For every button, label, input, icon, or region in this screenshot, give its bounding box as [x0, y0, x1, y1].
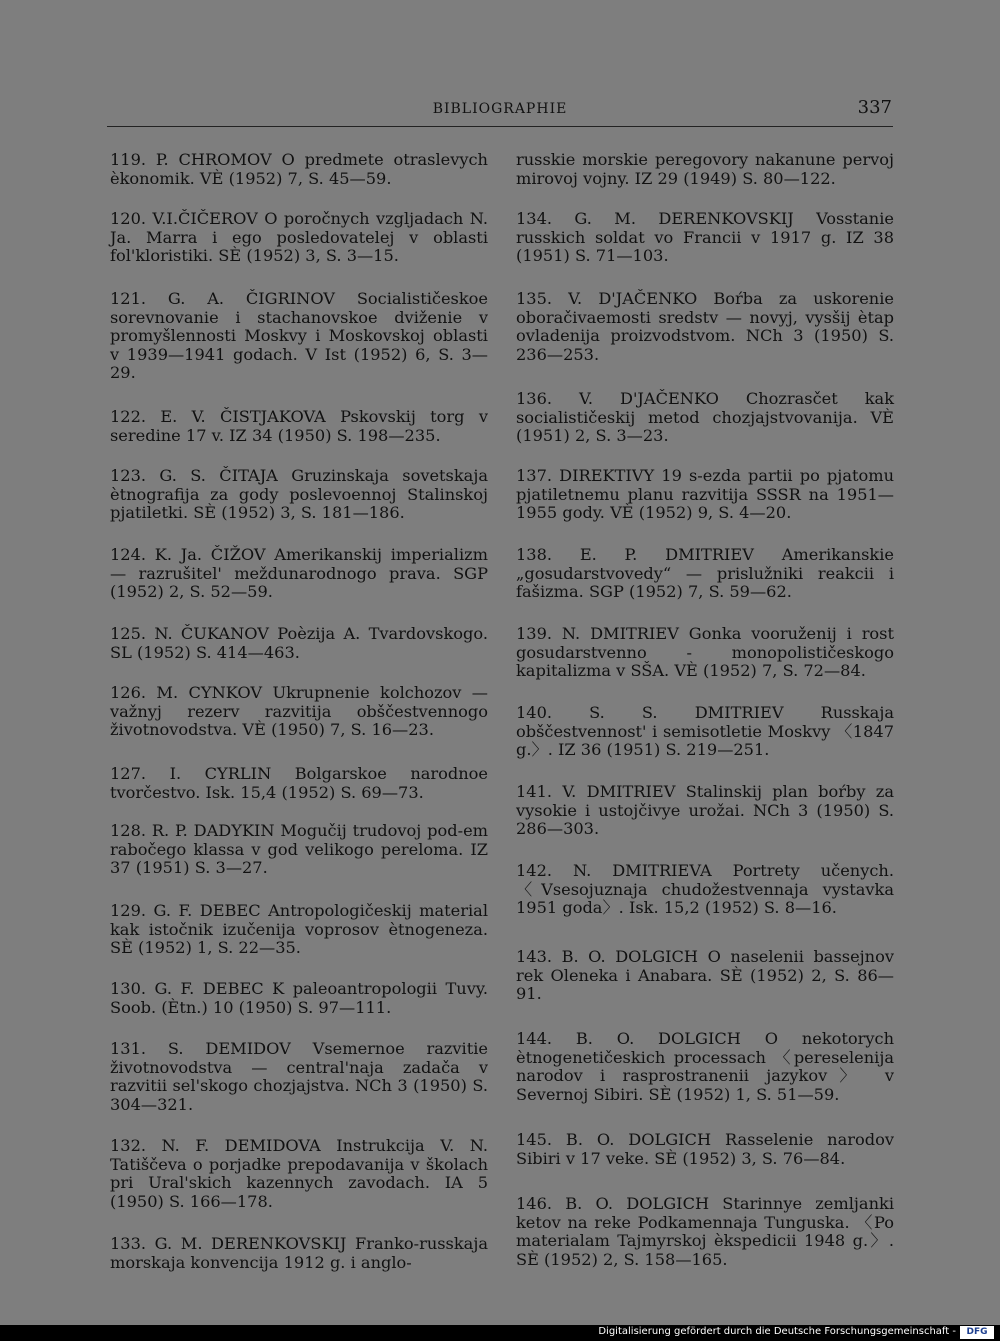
- header-rule: [107, 126, 893, 127]
- bibliography-entry: 145. B. O. DOLGICH Rasselenie narodov Sibiri v 17 veke. SÈ (1952) 3, S. 76—84.: [516, 1130, 894, 1168]
- bibliography-entry: 123. G. S. ČITAJA Gruzinskaja sovetskaja ètnografija za gody poslevoennoj Stalinskoj pjatiletki. SÈ (1952) 3, S. 181—186.: [110, 466, 488, 523]
- bibliography-entry: 146. B. O. DOLGICH Starinnye zemljanki ketov na reke Podkamennaja Tunguska. 〈Po materialam Tajmyrskoj èkspedicii 1948 g.〉. SÈ (1952) 2, S. 158—165.: [516, 1194, 894, 1269]
- footer-funding-text: Digitalisierung gefördert durch die Deutsche Forschungsgemeinschaft -: [598, 1326, 956, 1337]
- bibliography-entry: 140. S. S. DMITRIEV Russkaja obščestvennost' i semisotletie Moskvy 〈1847 g.〉. IZ 36 (1951) S. 219—251.: [516, 703, 894, 760]
- bibliography-entry: 126. M. CYNKOV Ukrupnenie kolchozov — važnyj rezerv razvitija obščestvennogo životnovodstva. VÈ (1950) 7, S. 16—23.: [110, 683, 488, 740]
- bibliography-entry: 121. G. A. ČIGRINOV Socialističeskoe sorevnovanie i stachanovskoe dviženie v promyšlennosti Moskvy i Moskovskoj oblasti v 1939—1941 godach. V Ist (1952) 6, S. 3—29.: [110, 289, 488, 383]
- bibliography-entry: 127. I. CYRLIN Bolgarskoe narodnoe tvorčestvo. Isk. 15,4 (1952) S. 69—73.: [110, 764, 488, 802]
- digitization-footer: [0, 1325, 1000, 1341]
- bibliography-entry: 133. G. M. DERENKOVSKIJ Franko-russkaja morskaja konvencija 1912 g. i anglo-: [110, 1234, 488, 1272]
- bibliography-entry: 134. G. M. DERENKOVSKIJ Vosstanie russkich soldat vo Francii v 1917 g. IZ 38 (1951) S. 71—103.: [516, 209, 894, 266]
- dfg-logo: DFG: [960, 1326, 994, 1339]
- bibliography-entry: 120. V.I.ČIČEROV O poročnych vzgljadach N. Ja. Marra i ego posledovatelej v oblasti fol'kloristiki. SÈ (1952) 3, S. 3—15.: [110, 209, 488, 266]
- bibliography-entry: 138. E. P. DMITRIEV Amerikanskie „gosudarstvovedy“ — prislužniki reakcii i fašizma. SGP (1952) 7, S. 59—62.: [516, 545, 894, 602]
- bibliography-entry: 128. R. P. DADYKIN Mogučij trudovoj pod-em rabočego klassa v god velikogo pereloma. IZ 37 (1951) S. 3—27.: [110, 821, 488, 878]
- bibliography-entry: russkie morskie peregovory nakanune pervoj mirovoj vojny. IZ 29 (1949) S. 80—122.: [516, 150, 894, 188]
- page-number: 337: [857, 97, 892, 118]
- bibliography-entry: 129. G. F. DEBEC Antropologičeskij material kak istočnik izučenija voprosov ètnogeneza. SÈ (1952) 1, S. 22—35.: [110, 901, 488, 958]
- bibliography-entry: 144. B. O. DOLGICH O nekotorych ètnogenetičeskich processach 〈pereselenija narodov i rasprostranenii jazykov〉 v Severnoj Sibiri. SÈ (1952) 1, S. 51—59.: [516, 1029, 894, 1104]
- bibliography-entry: 130. G. F. DEBEC K paleoantropologii Tuvy. Soob. (Ètn.) 10 (1950) S. 97—111.: [110, 979, 488, 1017]
- bibliography-entry: 137. DIREKTIVY 19 s-ezda partii po pjatomu pjatiletnemu planu razvitija SSSR na 1951—1955 gody. VÈ (1952) 9, S. 4—20.: [516, 466, 894, 523]
- bibliography-entry: 139. N. DMITRIEV Gonka vooruženij i rost gosudarstvenno - monopolističeskogo kapitalizma v SŠA. VÈ (1952) 7, S. 72—84.: [516, 624, 894, 681]
- bibliography-entry: 124. K. Ja. ČIŽOV Amerikanskij imperializm — razrušitel' meždunarodnogo prava. SGP (1952) 2, S. 52—59.: [110, 545, 488, 602]
- bibliography-entry: 136. V. D'JAČENKO Chozrasčet kak socialističeskij metod chozjajstvovanija. VÈ (1951) 2, S. 3—23.: [516, 389, 894, 446]
- bibliography-entry: 143. B. O. DOLGICH O naselenii bassejnov rek Oleneka i Anabara. SÈ (1952) 2, S. 86—91.: [516, 947, 894, 1004]
- bibliography-entry: 122. E. V. ČISTJAKOVA Pskovskij torg v seredine 17 v. IZ 34 (1950) S. 198—235.: [110, 407, 488, 445]
- bibliography-entry: 135. V. D'JAČENKO Boŕba za uskorenie oboračivaemosti sredstv — novyj, vysšij ètap ovladenija proizvodstvom. NCh 3 (1950) S. 236—253.: [516, 289, 894, 364]
- bibliography-entry: 142. N. DMITRIEVA Portrety učenych. 〈Vsesojuznaja chudožestvennaja vystavka 1951 goda〉. Isk. 15,2 (1952) S. 8—16.: [516, 861, 894, 918]
- bibliography-entry: 119. P. CHROMOV O predmete otraslevych èkonomik. VÈ (1952) 7, S. 45—59.: [110, 150, 488, 188]
- bibliography-entry: 141. V. DMITRIEV Stalinskij plan boŕby za vysokie i ustojčivye urožai. NCh 3 (1950) S. 286—303.: [516, 782, 894, 839]
- bibliography-entry: 125. N. ČUKANOV Poèzija A. Tvardovskogo. SL (1952) S. 414—463.: [110, 624, 488, 662]
- bibliography-entry: 131. S. DEMIDOV Vsemernoe razvitie životnovodstva — central'naja zadača v razvitii sel'skogo chozjajstva. NCh 3 (1950) S. 304—321.: [110, 1039, 488, 1114]
- bibliography-entry: 132. N. F. DEMIDOVA Instrukcija V. N. Tatiščeva o porjadke prepodavanija v školach pri Ural'skich kazennych zavodach. IA 5 (1950) S. 166—178.: [110, 1136, 488, 1211]
- running-header-title: BIBLIOGRAPHIE: [432, 101, 568, 117]
